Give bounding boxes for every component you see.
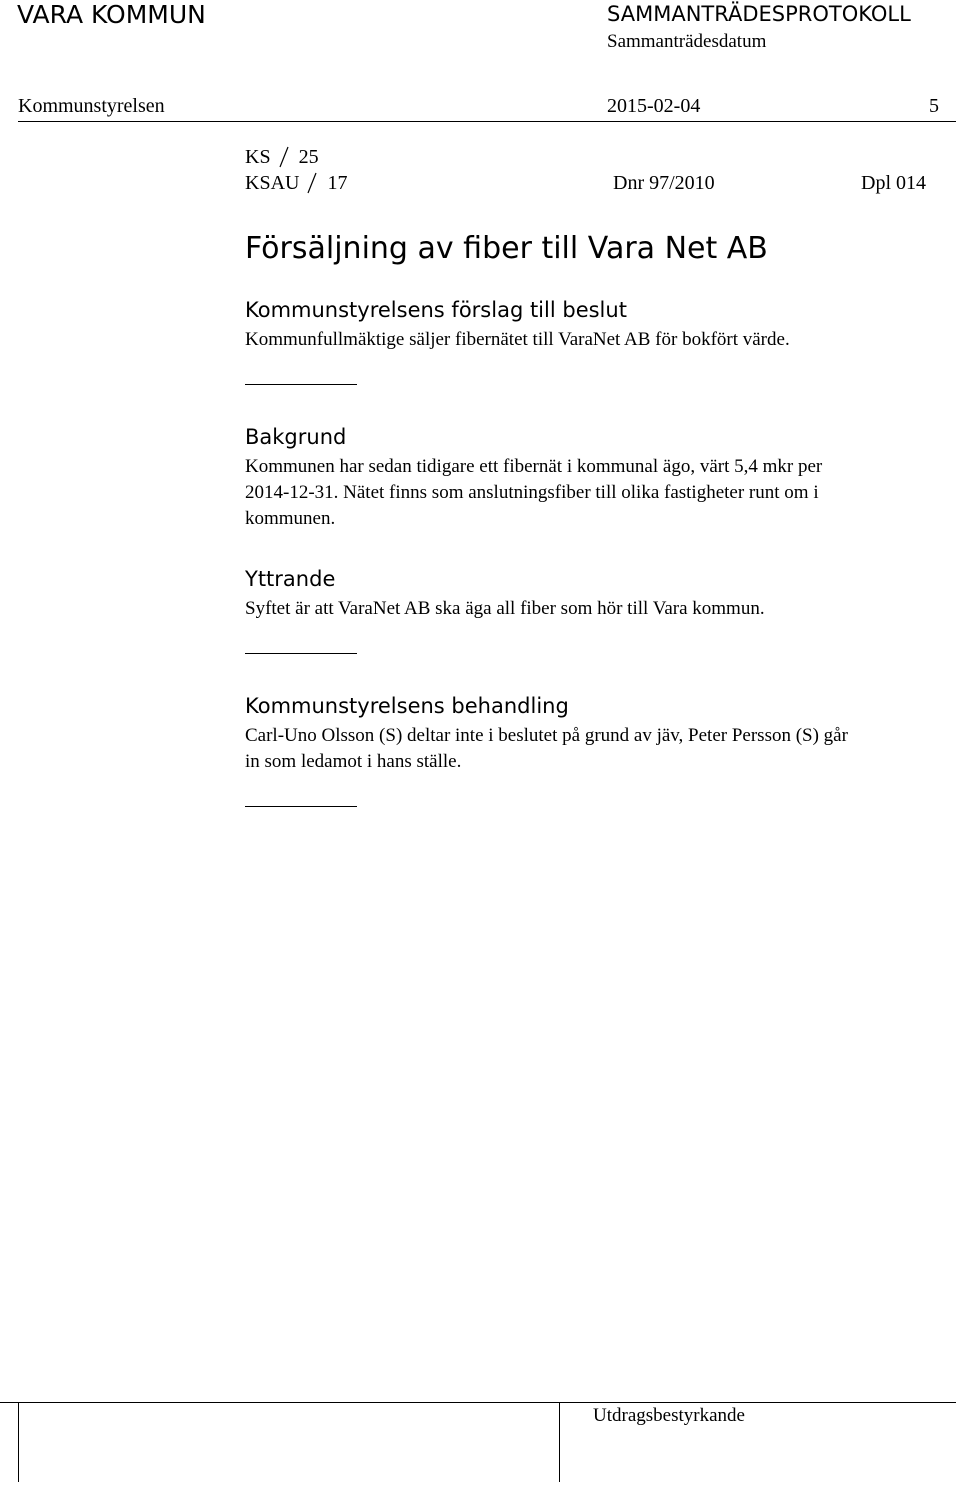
page-title: Försäljning av fiber till Vara Net AB xyxy=(245,231,768,266)
page-number: 5 xyxy=(929,95,939,117)
section-divider xyxy=(245,384,357,385)
dpl-reference: Dpl 014 xyxy=(861,172,926,194)
signature-box-border xyxy=(18,1402,19,1482)
section-divider xyxy=(245,806,357,807)
statement-heading: Yttrande xyxy=(245,567,336,591)
proposal-heading: Kommunstyrelsens förslag till beslut xyxy=(245,298,627,322)
dnr-reference: Dnr 97/2010 xyxy=(613,172,715,194)
treatment-line-1: Carl-Uno Olsson (S) deltar inte i beslutet på grund av jäv, Peter Persson (S) går xyxy=(245,725,848,746)
background-heading: Bakgrund xyxy=(245,425,347,449)
ksau-reference xyxy=(245,171,347,195)
ks-number: 25 xyxy=(298,146,319,168)
treatment-line-2: in som ledamot i hans ställe. xyxy=(245,751,462,772)
proposal-text: Kommunfullmäktige säljer fibernätet till VaraNet AB för bokfört värde. xyxy=(245,329,790,350)
background-line-1: Kommunen har sedan tidigare ett fibernät i kommunal ägo, värt 5,4 mkr per xyxy=(245,456,823,477)
ks-label: KS xyxy=(245,146,271,168)
certification-label: Utdragsbestyrkande xyxy=(593,1405,745,1426)
organization-name: VARA KOMMUN xyxy=(17,0,206,29)
meeting-date: 2015-02-04 xyxy=(607,95,701,117)
statement-text: Syftet är att VaraNet AB ska äga all fiber som hör till Vara kommun. xyxy=(245,598,765,619)
footer-divider xyxy=(0,1402,956,1403)
ksau-label: KSAU xyxy=(245,172,300,194)
treatment-heading: Kommunstyrelsens behandling xyxy=(245,694,569,718)
ks-reference xyxy=(245,145,319,169)
meeting-date-label: Sammanträdesdatum xyxy=(607,31,767,52)
committee-name: Kommunstyrelsen xyxy=(18,95,165,117)
ksau-number: 17 xyxy=(327,172,348,194)
signature-box-border xyxy=(559,1402,560,1482)
background-line-3: kommunen. xyxy=(245,508,336,529)
section-sign-icon xyxy=(306,171,318,195)
background-line-2: 2014-12-31. Nätet finns som anslutningsfiber till olika fastigheter runt om i xyxy=(245,482,819,503)
section-sign-icon xyxy=(278,145,290,169)
section-divider xyxy=(245,653,357,654)
header-divider xyxy=(18,121,956,122)
document-type: SAMMANTRÄDESPROTOKOLL xyxy=(607,2,911,26)
